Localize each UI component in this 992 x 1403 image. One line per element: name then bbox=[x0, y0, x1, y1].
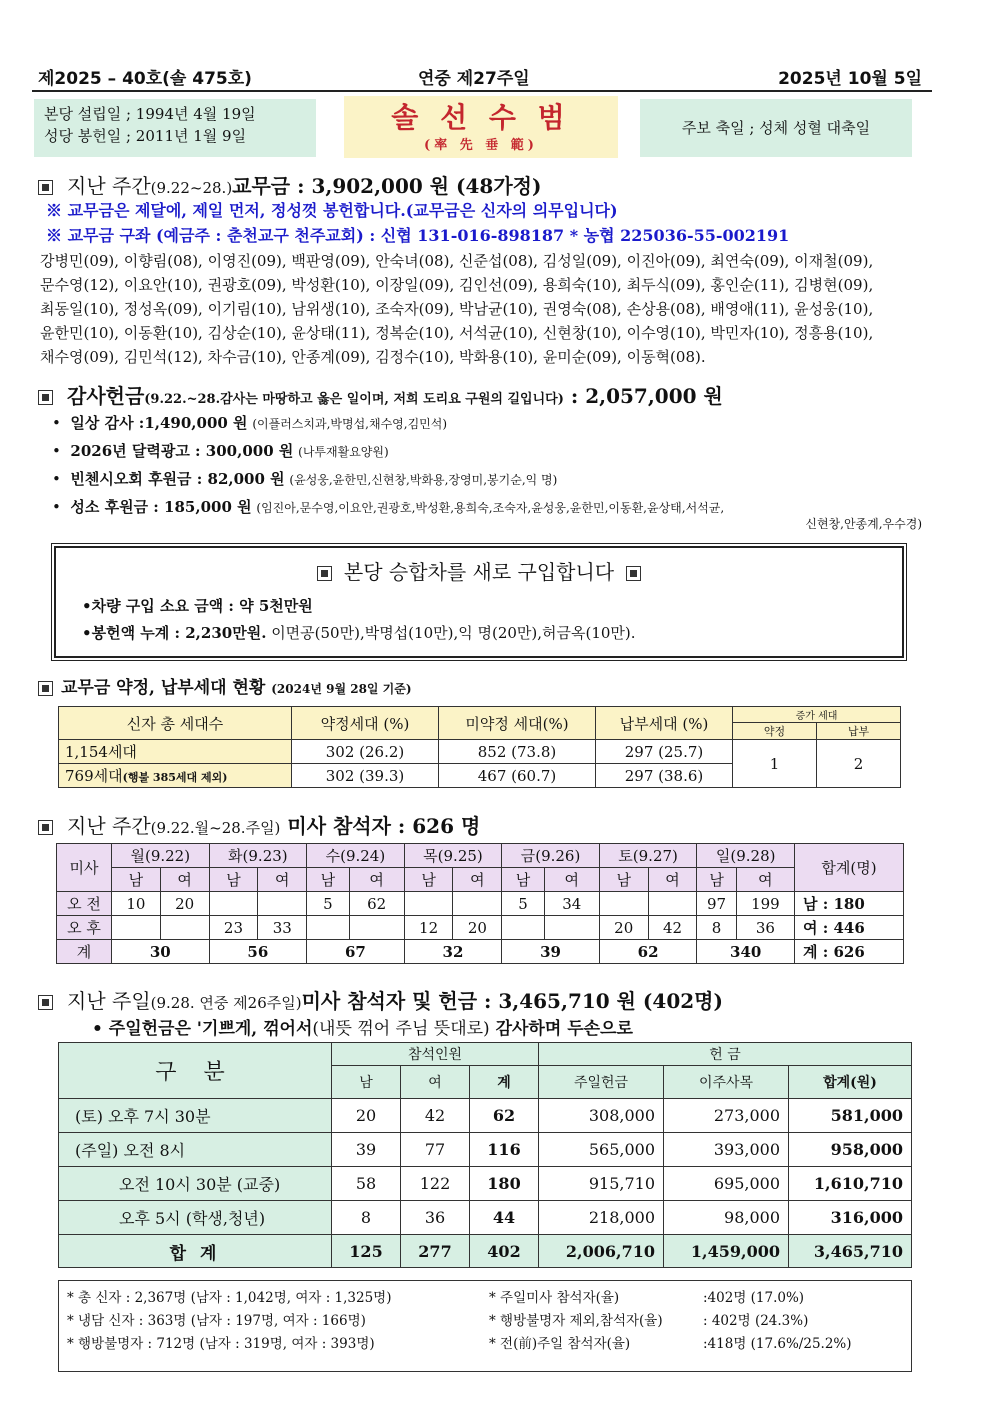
column-header: 미약정 세대(%) bbox=[439, 707, 596, 740]
issue-header bbox=[32, 62, 932, 92]
table-cell: 10 bbox=[112, 892, 161, 916]
offering-motto: • 주일헌금은 '기쁘게, 꺾어서(내뜻 꺾어 주님 뜻대로) 감사하며 두손으로 bbox=[92, 1019, 633, 1039]
sunday-section-title: 지난 주일(9.28. 연중 제26주일)미사 참석자 및 헌금 : 3,465,710 원 (402명) bbox=[38, 985, 723, 1014]
table-cell: 273,000 bbox=[664, 1099, 789, 1133]
founded-date: 본당 설립일 ; 1994년 4월 19일 bbox=[44, 105, 256, 123]
total-male: 남 : 180 bbox=[795, 892, 904, 916]
table-cell bbox=[160, 916, 209, 940]
tithe-note: ※ 교무금은 제달에, 제일 먼저, 정성껏 봉헌합니다.(교무금은 신자의 의무입니다) bbox=[46, 201, 618, 220]
gender-header: 남 bbox=[599, 868, 648, 892]
table-cell bbox=[112, 916, 161, 940]
table-cell: 97 bbox=[697, 892, 736, 916]
table-row bbox=[59, 1099, 912, 1133]
table-cell bbox=[599, 892, 648, 916]
column-header: 납부세대 (%) bbox=[596, 707, 733, 740]
table-cell: 565,000 bbox=[539, 1133, 664, 1167]
gender-header: 여 bbox=[648, 868, 697, 892]
table-cell: 581,000 bbox=[789, 1099, 912, 1133]
table-cell: 39 bbox=[332, 1133, 401, 1167]
table-cell: 958,000 bbox=[789, 1133, 912, 1167]
thanks-list bbox=[52, 410, 922, 532]
name-line: 최동일(10), 정성옥(09), 이기림(10), 남위생(10), 조숙자(09), 박남균(10), 권영숙(08), 손상용(08), 배영애(11), 윤성웅(10), bbox=[40, 300, 874, 318]
attendance-table: 미사 월(9.22) 화(9.23) 수(9.24) 목(9.25) 금(9.26) 토(9.27) 일(9.28) 합계(명) 남 여 남 여 남 여 남 여 남 여 남 여 남 여 오 전 10 20 5 62 5 34 97 199 남 : 180 오 후 23 33 12 20 20 42 8 36 여 : 446 계 30 56 67 32 39 62 340 계 : 626 bbox=[56, 843, 904, 964]
table-row bbox=[59, 1167, 912, 1201]
gender-header: 남 bbox=[697, 868, 736, 892]
tithe-section-title: 지난 주간(9.22~28.)교무금 : 3,902,000 원 (48가정) bbox=[38, 170, 541, 199]
table-cell: 122 bbox=[401, 1167, 470, 1201]
motto-hanja: (率 先 垂 範) bbox=[424, 138, 538, 153]
week-title: 연중 제27주일 bbox=[418, 69, 530, 89]
list-item: • 2026년 달력광고 : 300,000 원 (나투재활요양원) bbox=[52, 442, 389, 460]
gender-header: 여 bbox=[258, 868, 307, 892]
stat-line: : 402명 (24.3%) bbox=[703, 1313, 809, 1329]
table-cell: 23 bbox=[209, 916, 258, 940]
motto: 솔 선 수 범 bbox=[391, 101, 571, 134]
table-cell bbox=[544, 916, 599, 940]
table-cell: 218,000 bbox=[539, 1201, 664, 1235]
stat-line: :402명 (17.0%) bbox=[703, 1290, 805, 1306]
sunday-offering-table: 구 분 참석인원 헌 금 남 여 계 주일헌금 이주사목 합계(원) (토) 오후 7시 30분 20 42 62 308,000 273,000 581,000 (주일) 오전 8시 39 77 116 565,000 393,000 958,000 오전 10시 30분 (교중) 58 122 180 915,710 695,000 1,610,710 오후 5시 (학생,청년) 8 36 44 218,000 98,000 316,000 합 계 125 277 402 2,006,710 1,459,000 3,465,710 bbox=[58, 1042, 912, 1268]
table-row: 계 30 56 67 32 39 62 340 계 : 626 bbox=[57, 940, 904, 964]
table-cell: 199 bbox=[736, 892, 794, 916]
square-bullet-icon bbox=[38, 180, 53, 195]
dedication-date: 성당 봉헌일 ; 2011년 1월 9일 bbox=[44, 127, 247, 145]
table-cell: 36 bbox=[401, 1201, 470, 1235]
column-header: 신자 총 세대수 bbox=[59, 707, 292, 740]
table-cell: 180 bbox=[470, 1167, 539, 1201]
gender-header: 여 bbox=[160, 868, 209, 892]
list-item: • 성소 후원금 : 185,000 원 (임진아,문수영,이요안,권광호,박성환,용희숙,조숙자,윤성웅,윤한민,이동환,윤상태,서석균, bbox=[52, 498, 725, 516]
table-cell bbox=[307, 916, 349, 940]
issue-date: 2025년 10월 5일 bbox=[778, 69, 922, 89]
gender-header: 남 bbox=[502, 868, 544, 892]
table-cell: 116 bbox=[470, 1133, 539, 1167]
total-all: 계 : 626 bbox=[795, 940, 904, 964]
table-cell: 34 bbox=[544, 892, 599, 916]
gender-header: 여 bbox=[736, 868, 794, 892]
table-cell bbox=[404, 892, 453, 916]
tithe-status-title: 교무금 약정, 납부세대 현황 (2024년 9월 28일 기준) bbox=[38, 673, 412, 698]
list-item: • 일상 감사 :1,490,000 원 (이플러스치과,박명섭,채수영,김민석) bbox=[52, 414, 448, 432]
name-line: 윤한민(10), 이동환(10), 김상순(10), 윤상태(11), 정복순(10), 서석균(10), 신현창(10), 이수영(10), 박민자(10), 정흥용(10), bbox=[40, 324, 874, 342]
square-bullet-icon bbox=[38, 820, 53, 835]
table-cell: 20 bbox=[599, 916, 648, 940]
issue-number: 제2025 – 40호(솔 475호) bbox=[38, 69, 252, 89]
list-item: • 빈첸시오회 후원금 : 82,000 원 (윤성웅,윤한민,신현창,박화용,장영미,봉기순,익 명) bbox=[52, 470, 558, 488]
square-bullet-icon bbox=[38, 390, 53, 405]
gender-header: 남 bbox=[209, 868, 258, 892]
table-cell bbox=[502, 916, 544, 940]
thanks-section-title: 감사헌금(9.22.~28.감사는 마땅하고 옳은 일이며, 저희 도리요 구원의 길입니다) : 2,057,000 원 bbox=[38, 380, 723, 409]
gender-header: 남 bbox=[112, 868, 161, 892]
table-cell: 20 bbox=[332, 1099, 401, 1133]
table-row bbox=[59, 1201, 912, 1235]
table-cell: 1,610,710 bbox=[789, 1167, 912, 1201]
mass-time: (토) 오후 7시 30분 bbox=[59, 1099, 332, 1133]
table-cell: 20 bbox=[160, 892, 209, 916]
motto-box bbox=[344, 96, 618, 158]
day-sum: 56 bbox=[209, 940, 307, 964]
total-row: 합 계 125 277 402 2,006,710 1,459,000 3,465,710 bbox=[59, 1235, 912, 1268]
gender-header: 여 bbox=[349, 868, 404, 892]
gender-header: 여 bbox=[453, 868, 502, 892]
mass-time: (주일) 오전 8시 bbox=[59, 1133, 332, 1167]
table-cell bbox=[648, 892, 697, 916]
tithe-account: ※ 교무금 구좌 (예금주 : 춘천교구 천주교회) : 신협 131-016-898187 * 농협 225036-55-002191 bbox=[46, 226, 790, 245]
table-cell: 42 bbox=[401, 1099, 470, 1133]
table-cell: 308,000 bbox=[539, 1099, 664, 1133]
table-row bbox=[59, 1133, 912, 1167]
stat-line: :418명 (17.6%/25.2%) bbox=[703, 1336, 852, 1352]
square-bullet-icon bbox=[626, 566, 641, 581]
gender-header: 남 bbox=[404, 868, 453, 892]
table-cell: 5 bbox=[307, 892, 349, 916]
table-cell: 42 bbox=[648, 916, 697, 940]
column-header: 약정세대 (%) bbox=[292, 707, 439, 740]
stat-line: * 총 신자 : 2,367명 (남자 : 1,042명, 여자 : 1,325명) bbox=[67, 1290, 392, 1306]
table-cell bbox=[349, 916, 404, 940]
table-cell: 316,000 bbox=[789, 1201, 912, 1235]
table-row: 오 전 10 20 5 62 5 34 97 199 남 : 180 bbox=[57, 892, 904, 916]
table-cell: 8 bbox=[697, 916, 736, 940]
tithe-status-table bbox=[58, 706, 901, 788]
day-sum: 30 bbox=[112, 940, 210, 964]
day-sum: 32 bbox=[404, 940, 502, 964]
table-cell: 44 bbox=[470, 1201, 539, 1235]
name-line: 강병민(09), 이향림(08), 이영진(09), 백판영(09), 안숙녀(08), 신준섭(08), 김성일(09), 이진아(09), 최연숙(09), 이재철(09), bbox=[40, 252, 874, 270]
table-cell: 12 bbox=[404, 916, 453, 940]
patron-feast: 주보 축일 ; 성체 성혈 대축일 bbox=[681, 119, 871, 137]
day-sum: 39 bbox=[502, 940, 600, 964]
table-cell: 36 bbox=[736, 916, 794, 940]
total-female: 여 : 446 bbox=[795, 916, 904, 940]
patron-box bbox=[640, 99, 912, 157]
table-cell: 77 bbox=[401, 1133, 470, 1167]
column-header: 증가 세대 bbox=[733, 707, 901, 723]
stat-line: * 전(前)주일 참석자(율) bbox=[489, 1336, 631, 1352]
square-bullet-icon bbox=[317, 566, 332, 581]
table-cell bbox=[258, 892, 307, 916]
car-purchase-box bbox=[54, 546, 904, 658]
car-title: 본당 승합차를 새로 구입합니다 bbox=[56, 556, 902, 585]
attendance-section-title: 지난 주간(9.22.월~28.주일) 미사 참석자 : 626 명 bbox=[38, 810, 480, 839]
table-cell: 20 bbox=[453, 916, 502, 940]
day-sum: 340 bbox=[697, 940, 795, 964]
stat-line: * 행방불명자 : 712명 (남자 : 319명, 여자 : 393명) bbox=[67, 1336, 375, 1352]
tithe-names bbox=[40, 249, 940, 369]
stat-line: * 행방불명자 제외,참석자(율) bbox=[489, 1313, 663, 1329]
square-bullet-icon bbox=[38, 681, 53, 696]
table-cell: 98,000 bbox=[664, 1201, 789, 1235]
table-cell: 915,710 bbox=[539, 1167, 664, 1201]
table-cell: 393,000 bbox=[664, 1133, 789, 1167]
day-sum: 67 bbox=[307, 940, 405, 964]
table-cell bbox=[453, 892, 502, 916]
day-sum: 62 bbox=[599, 940, 697, 964]
parish-info-box bbox=[34, 99, 316, 157]
gender-header: 남 bbox=[307, 868, 349, 892]
table-cell: 62 bbox=[349, 892, 404, 916]
table-cell bbox=[209, 892, 258, 916]
list-item-continued: 신현창,안종계,우수경) bbox=[805, 517, 922, 531]
parish-stats bbox=[58, 1280, 912, 1372]
gender-header: 여 bbox=[544, 868, 599, 892]
table-row: 오 후 23 33 12 20 20 42 8 36 여 : 446 bbox=[57, 916, 904, 940]
square-bullet-icon bbox=[38, 995, 53, 1010]
table-cell: 62 bbox=[470, 1099, 539, 1133]
column-header: 약정 bbox=[733, 723, 817, 740]
table-cell: 8 bbox=[332, 1201, 401, 1235]
mass-time: 오후 5시 (학생,청년) bbox=[59, 1201, 332, 1235]
stat-line: * 냉담 신자 : 363명 (남자 : 197명, 여자 : 166명) bbox=[67, 1313, 366, 1329]
car-cost: •차량 구입 소요 금액 : 약 5천만원 bbox=[82, 597, 313, 615]
name-line: 채수영(09), 김민석(12), 차수금(10), 안종계(09), 김정수(10), 박화용(10), 윤미순(09), 이동혁(08). bbox=[40, 348, 706, 366]
table-row: 1,154세대 302 (26.2) 852 (73.8) 297 (25.7) 1 2 bbox=[59, 740, 901, 764]
column-header: 납부 bbox=[817, 723, 901, 740]
table-cell: 5 bbox=[502, 892, 544, 916]
stat-line: * 주일미사 참석자(율) bbox=[489, 1290, 620, 1306]
mass-time: 오전 10시 30분 (교중) bbox=[59, 1167, 332, 1201]
table-cell: 33 bbox=[258, 916, 307, 940]
table-cell: 695,000 bbox=[664, 1167, 789, 1201]
name-line: 문수영(12), 이요안(10), 권광호(09), 박성환(10), 이장일(09), 김인선(09), 용희숙(10), 최두식(09), 홍인순(11), 김병현(09), bbox=[40, 276, 874, 294]
car-donations: •봉헌액 누계 : 2,230만원. 이면공(50만),박명섭(10만),익 명(20만),허금옥(10만). bbox=[82, 624, 636, 642]
table-row: 769세대(행불 385세대 제외) 302 (39.3) 467 (60.7) 297 (38.6) bbox=[59, 764, 901, 788]
table-cell: 58 bbox=[332, 1167, 401, 1201]
